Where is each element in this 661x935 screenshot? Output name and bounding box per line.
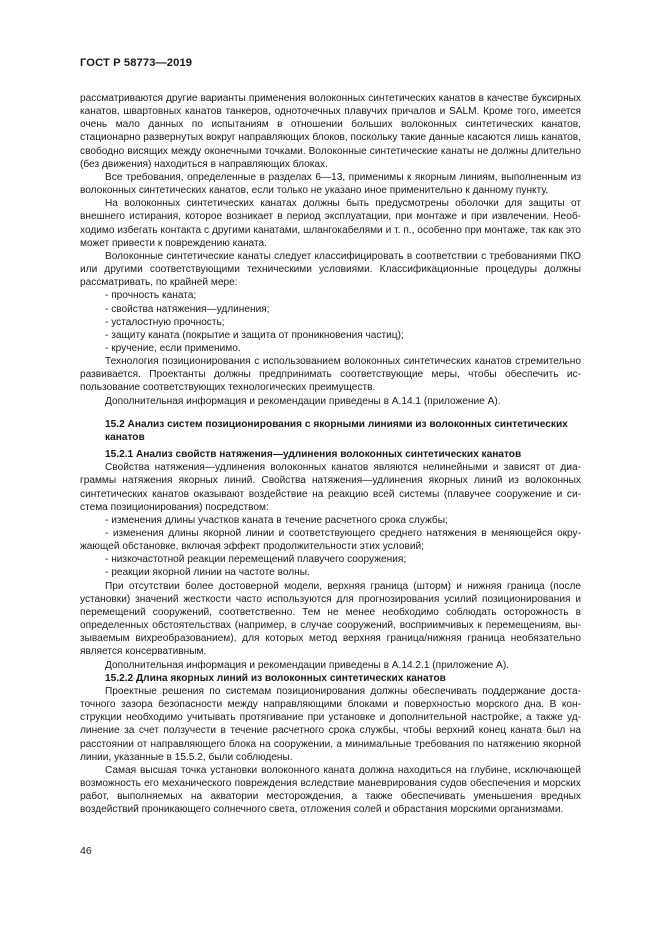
paragraph: Волоконные синтетические канаты следует классифицировать в соответствии с требованиями ПКО или другими соответствующими техническими условиями. Классификационные процедуры должны рассматривать, по крайней мере:: [80, 250, 581, 289]
paragraph: Самая высшая точка установки волоконного каната должна находиться на глубине, исключающей возможность его механического повреждения вследствие маневрирования судов обеспечения и морских работ, выполняемых на акватории месторождения, а также обеспечивать уменьшения вредных воздействий проникающего солнечного света, отложения солей и обрастания морскими организмами.: [80, 764, 581, 816]
paragraph: Дополнительная информация и рекомендации приведены в А.14.2.1 (приложение А).: [105, 659, 510, 671]
classification-list: [80, 289, 581, 355]
list-item: - усталостную прочность;: [80, 316, 581, 329]
subsection-heading: 15.2.2 Длина якорных линий из волоконных синтетических канатов: [105, 672, 446, 684]
list-item: - изменения длины якорной линии и соответствующего среднего натяжения в меняющейся окружающей обстановке, включая эффект продолжительности этих условий;: [80, 527, 581, 553]
paragraph: Все требования, определенные в разделах 6—13, применимы к якорным линиям, выполненным из волоконных синтетических канатов, если только не указано иное применительно к данному пункту.: [80, 171, 581, 197]
list-item: - свойства натяжения—удлинения;: [80, 303, 581, 316]
subsection-heading: 15.2.1 Анализ свойств натяжения—удлинения волоконных синтетических канатов: [105, 449, 522, 461]
paragraph: Проектные решения по системам позиционирования должны обеспечивать поддержание достаточного зазора безопасности между направляющими блоками и поверхностью морского дна. В конструкции необходимо учитывать протягивание при установке и дополнительной настройке, а также удлинение за счет ползучести в течение расчетного срока службы, чтобы верхний конец каната был на расстоянии от направляющего блока на сооружении, а минимальные требования по натяжению якорной линии, указанные в 15.5.2, были соблюдены.: [80, 685, 581, 763]
list-item: - низкочастотной реакции перемещений плавучего сооружения;: [80, 553, 581, 566]
paragraph: Технология позиционирования с использованием волоконных синтетических канатов стремительно развивается. Проектанты должны предпринимать соответствующие меры, чтобы обеспечить использование соответствующих технологических преимуществ.: [80, 356, 581, 394]
list-item: - защиту каната (покрытие и защита от проникновения частиц);: [80, 329, 581, 342]
paragraph: При отсутствии более достоверной модели, верхняя граница (шторм) и нижняя граница (после установки) значений жесткости часто используются для прогнозирования усилий позиционирования и перемещений сооружений, соответственно. Тем не менее необходимо соблюдать осторожность в определенных обстоятельствах (например, в случае сооружений, восприимчивых к перемещениям, вызываемым вихреобразованием), для которых метод верхняя граница/нижняя граница необязательно является консервативным.: [80, 580, 581, 658]
section-heading: 15.2 Анализ систем позиционирования с якорными линиями из волоконных синтетических канатов: [105, 418, 568, 443]
list-item: - кручение, если применимо.: [80, 342, 581, 355]
list-item: - реакции якорной линии на частоте волны.: [80, 566, 581, 579]
paragraph: Свойства натяжения—удлинения волоконных канатов являются нелинейными и зависят от диаграммы натяжения якорных линий. Свойства натяжения—удлинения якорных линий из волоконных синтетических канатов оказывают воздействие на реакцию всей системы (плавучее сооружение и система позиционирования) посредством:: [80, 462, 581, 513]
paragraph: На волоконных синтетических канатах должны быть предусмотрены оболочки для защиты от внешнего истирания, которое возникает в период эксплуатации, при монтаже и при извлечении. Необходимо избегать контакта с другими канатами, шлангокабелями и т. п., особенно при монтаже, так как это может привести к повреждению каната.: [80, 198, 581, 249]
paragraph: Дополнительная информация и рекомендации приведены в А.14.1 (приложение А).: [105, 395, 501, 407]
list-item: - прочность каната;: [80, 289, 581, 302]
page-number: 46: [80, 845, 92, 857]
paragraph: рассматриваются другие варианты применения волоконных синтетических канатов в качестве буксирных канатов, швартовных канатов танкеров, одноточечных плавучих причалов и SALM. Кроме того, имеется очень мало данных по испытаниям в отношении больших волоконных синтетических канатов, стационарно развернутых вокруг направляющих блоков, поскольку такие данные касаются лишь канатов, свободно висящих между оконечными точками. Волоконные синтетические канаты не должны длительно (без движения) находиться в направляющих блоках.: [80, 93, 581, 170]
document-id-header: ГОСТ Р 58773—2019: [80, 57, 193, 69]
effects-list: [80, 514, 581, 580]
main-text: [80, 92, 581, 816]
list-item: - изменения длины участков каната в течение расчетного срока службы;: [80, 514, 581, 527]
